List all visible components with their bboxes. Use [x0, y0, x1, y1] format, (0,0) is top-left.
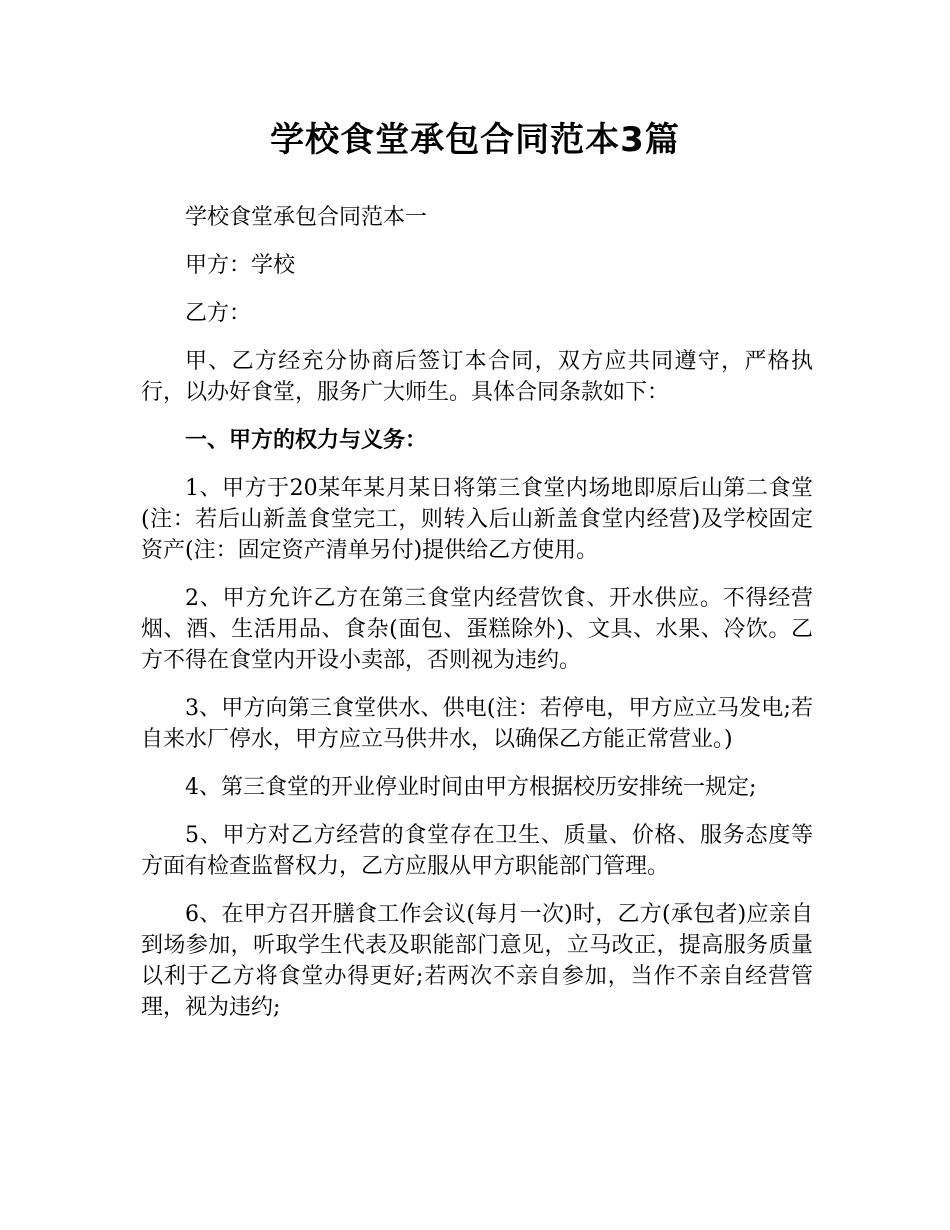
preamble-paragraph: 甲、乙方经充分协商后签订本合同，双方应共同遵守，严格执行，以办好食堂，服务广大师生。具体合同条款如下：	[141, 349, 813, 405]
document-body	[141, 202, 813, 1040]
party-b-line: 乙方：	[185, 301, 252, 326]
clause-2: 2、甲方允许乙方在第三食堂内经营饮食、开水供应。不得经营烟、酒、生活用品、食杂(面包、蛋糕除外)、文具、水果、冷饮。乙方不得在食堂内开设小卖部，否则视为违约。	[141, 586, 813, 673]
clause-3: 3、甲方向第三食堂供水、供电(注：若停电，甲方应立马发电;若自来水厂停水，甲方应立马供井水，以确保乙方能正常营业。)	[141, 696, 813, 752]
clause-5: 5、甲方对乙方经营的食堂存在卫生、质量、价格、服务态度等方面有检查监督权力，乙方应服从甲方职能部门管理。	[141, 823, 813, 879]
section-heading-party-a: 一、甲方的权力与义务：	[185, 428, 428, 453]
clause-6: 6、在甲方召开膳食工作会议(每月一次)时，乙方(承包者)应亲自到场参加，听取学生代表及职能部门意见，立马改正，提高服务质量以利于乙方将食堂办得更好;若两次不亲自参加，当作不亲自经营管理，视为违约;	[141, 902, 813, 1020]
clause-4: 4、第三食堂的开业停业时间由甲方根据校历安排统一规定;	[185, 775, 757, 800]
contract-subtitle: 学校食堂承包合同范本一	[185, 205, 428, 230]
party-a-line: 甲方：学校	[185, 253, 296, 278]
document-title: 学校食堂承包合同范本3篇	[270, 120, 680, 160]
clause-1: 1、甲方于20某年某月某日将第三食堂内场地即原后山第二食堂(注：若后山新盖食堂完工，则转入后山新盖食堂内经营)及学校固定资产(注：固定资产清单另付)提供给乙方使用。	[141, 476, 813, 563]
